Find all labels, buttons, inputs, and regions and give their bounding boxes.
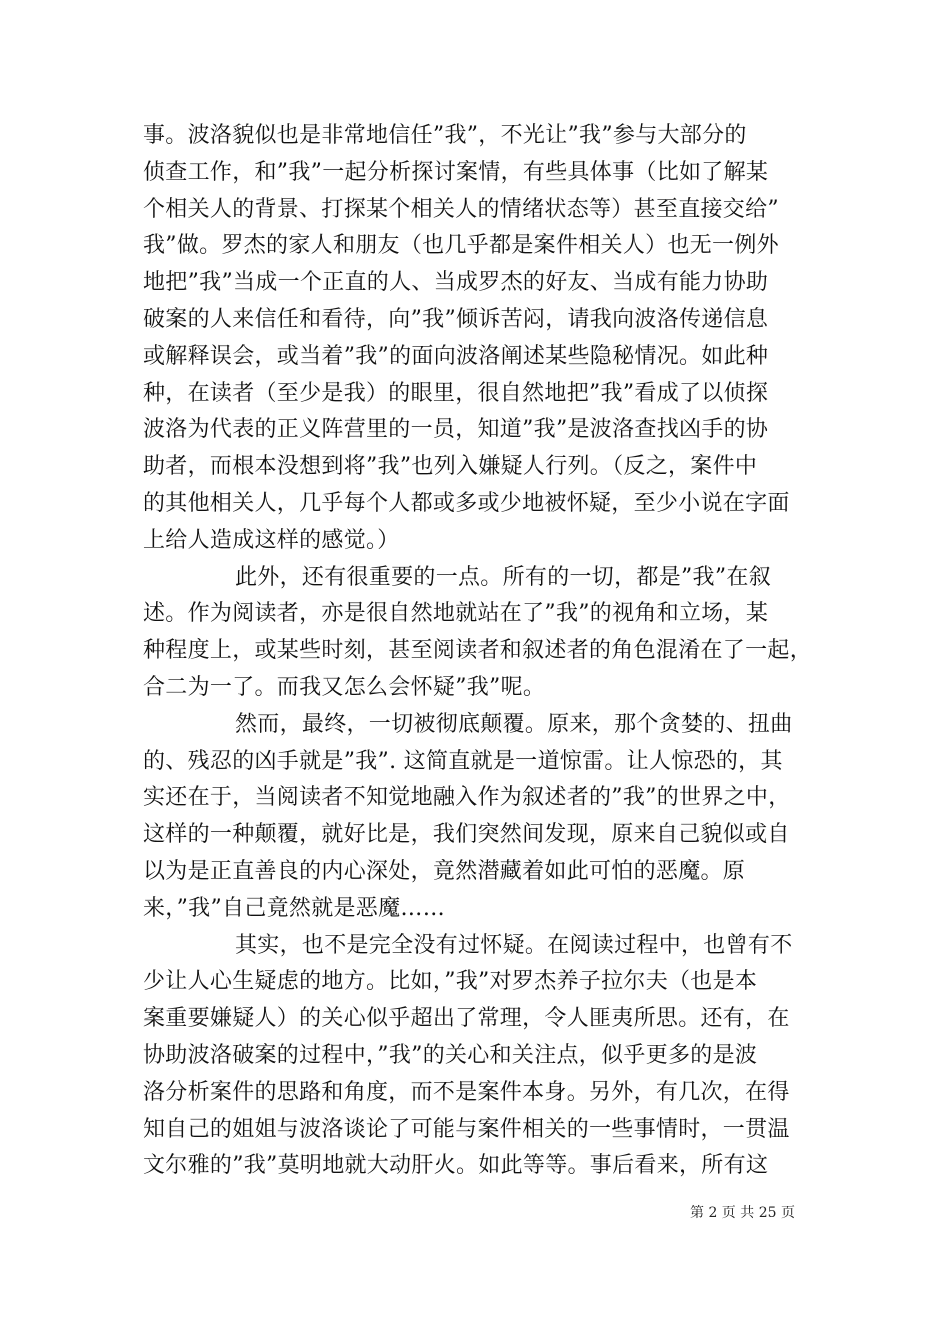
page-number: 第 2 页 共 25 页: [690, 1205, 795, 1221]
text-line: 地把”我”当成一个正直的人、当成罗杰的好友、当成有能力协助: [143, 270, 769, 296]
text-line: 少让人心生疑虑的地方。比如，”我”对罗杰养子拉尔夫（也是本: [143, 969, 758, 995]
text-line: 助者，而根本没想到将”我”也列入嫌疑人行列。（反之，案件中: [143, 454, 758, 480]
text-line: 文尔雅的”我”莫明地就大动肝火。如此等等。事后看来，所有这: [143, 1153, 769, 1179]
text-line: 洛分析案件的思路和角度，而不是案件本身。另外，有几次，在得: [143, 1079, 790, 1105]
text-line: 来，”我”自己竟然就是恶魔……: [143, 895, 445, 921]
text-line: 或解释误会，或当着”我”的面向波洛阐述某些隐秘情况。如此种: [143, 343, 769, 369]
paragraph-first-line: 然而，最终，一切被彻底颠覆。原来，那个贪婪的、扭曲: [235, 711, 793, 737]
text-line: 种程度上，或某些时刻，甚至阅读者和叙述者的角色混淆在了一起，: [143, 638, 813, 664]
text-line: 述。作为阅读者，亦是很自然地就站在了”我”的视角和立场，某: [143, 601, 769, 627]
text-line: 以为是正直善良的内心深处，竟然潜藏着如此可怕的恶魔。原: [143, 858, 746, 884]
paragraph-first-line: 其实，也不是完全没有过怀疑。在阅读过程中，也曾有不: [235, 932, 793, 958]
text-line: 破案的人来信任和看待，向”我”倾诉苦闷，请我向波洛传递信息: [143, 306, 769, 332]
paragraph-first-line: 此外，还有很重要的一点。所有的一切，都是”我”在叙: [235, 564, 771, 590]
text-line: 上给人造成这样的感觉。）: [143, 527, 400, 553]
text-line: 实还在于，当阅读者不知觉地融入作为叙述者的”我”的世界之中，: [143, 785, 791, 811]
text-line: 我”做。罗杰的家人和朋友（也几乎都是案件相关人）也无一例外: [143, 233, 779, 259]
text-line: 个相关人的背景、打探某个相关人的情绪状态等）甚至直接交给”: [143, 196, 779, 222]
text-line: 的、残忍的凶手就是”我”. 这简直就是一道惊雷。让人惊恐的，其: [143, 748, 783, 774]
text-line: 侦查工作，和”我”一起分析探讨案情，有些具体事（比如了解某: [143, 159, 769, 185]
text-line: 案重要嫌疑人）的关心似乎超出了常理，令人匪夷所思。还有，在: [143, 1006, 790, 1032]
text-line: 种，在读者（至少是我）的眼里，很自然地把”我”看成了以侦探: [143, 380, 769, 406]
text-line: 的其他相关人，几乎每个人都或多或少地被怀疑，至少小说在字面: [143, 490, 790, 516]
text-line: 事。波洛貌似也是非常地信任”我”，不光让”我”参与大部分的: [143, 123, 747, 148]
body-text: [143, 118, 813, 1185]
text-line: 这样的一种颠覆，就好比是，我们突然间发现，原来自己貌似或自: [143, 822, 790, 848]
text-line: 合二为一了。而我又怎么会怀疑”我”呢。: [143, 674, 546, 700]
text-line: 波洛为代表的正义阵营里的一员，知道”我”是波洛查找凶手的协: [143, 417, 769, 443]
text-line: 知自己的姐姐与波洛谈论了可能与案件相关的一些事情时，一贯温: [143, 1116, 790, 1142]
text-line: 协助波洛破案的过程中，”我”的关心和关注点，似乎更多的是波: [143, 1042, 758, 1068]
